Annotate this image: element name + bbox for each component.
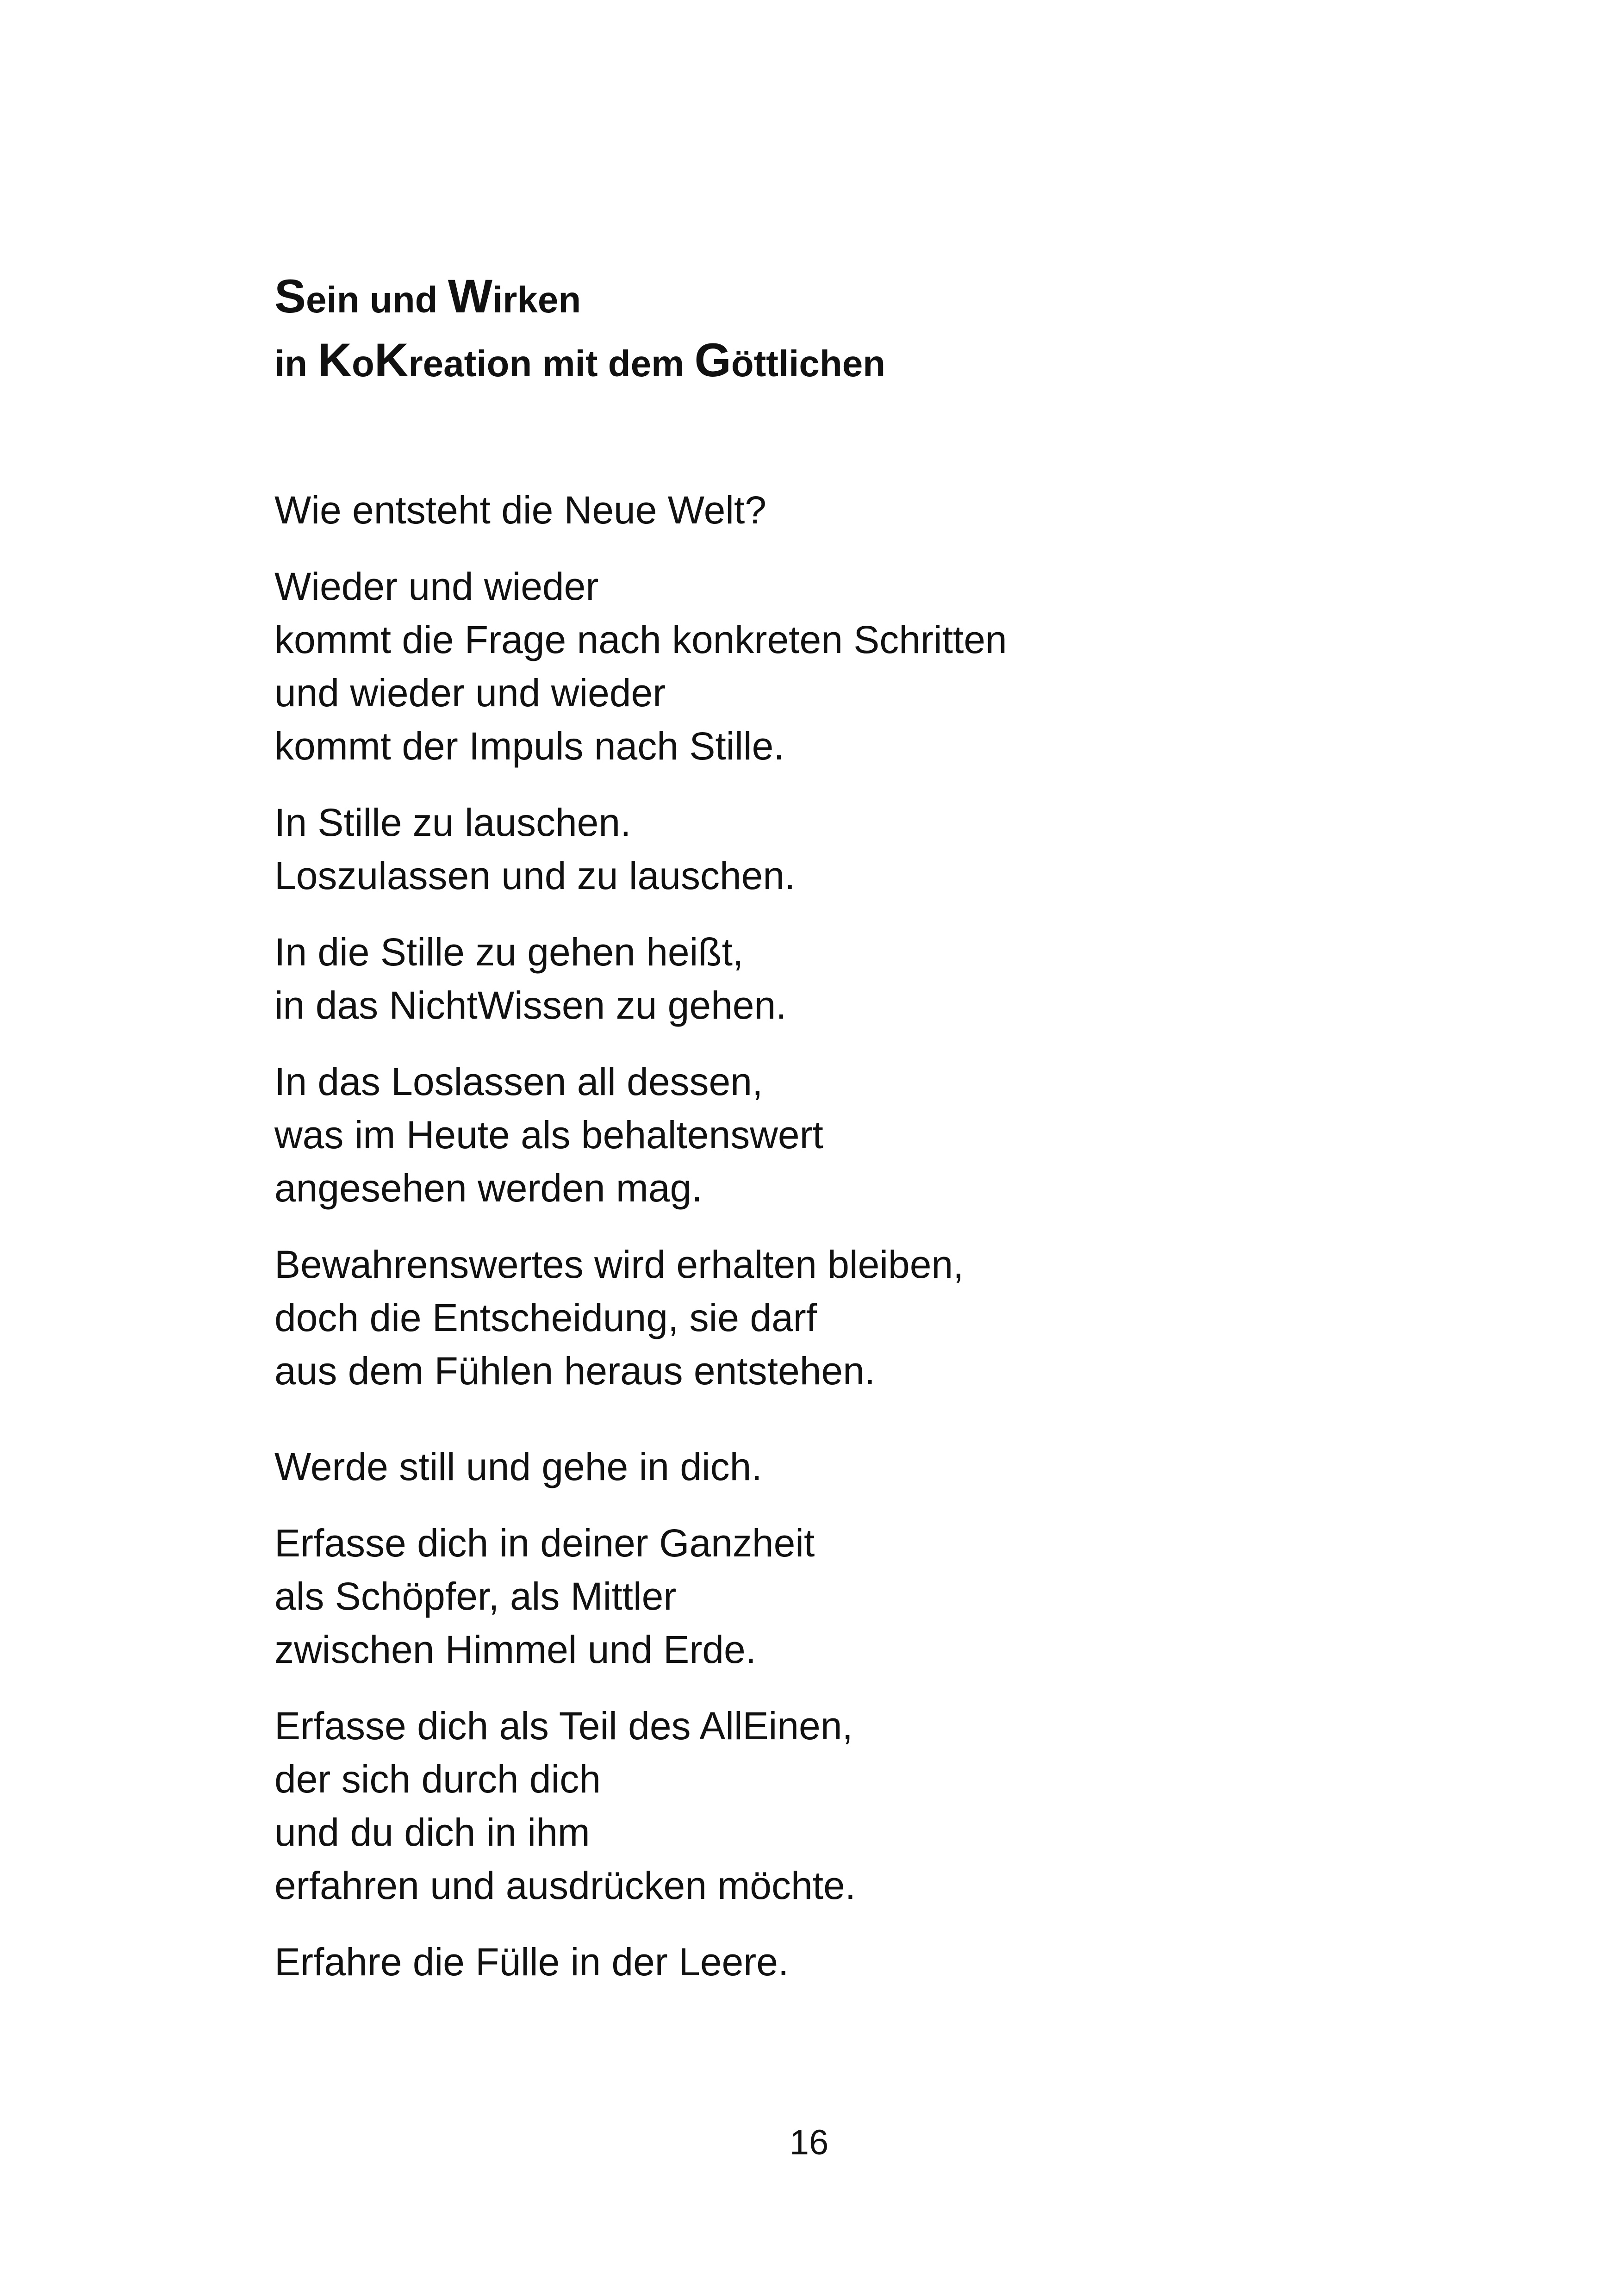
- poem-line: als Schöpfer, als Mittler: [274, 1574, 677, 1618]
- poem-line: und du dich in ihm: [274, 1811, 590, 1854]
- poem-line: und wieder und wieder: [274, 671, 666, 715]
- poem-line: der sich durch dich: [274, 1757, 601, 1801]
- title-line-2: [274, 330, 1478, 394]
- poem-line: Werde still und gehe in dich.: [274, 1445, 762, 1488]
- poem-line: doch die Entscheidung, sie darf: [274, 1296, 817, 1339]
- poem-line: Wie entsteht die Neue Welt?: [274, 488, 767, 532]
- poem-line: Wieder und wieder: [274, 565, 599, 608]
- title-initial: K: [374, 334, 409, 386]
- poem-line: kommt der Impuls nach Stille.: [274, 724, 784, 768]
- poem-line: In das Loslassen all dessen,: [274, 1060, 763, 1103]
- poem-line: Erfahre die Fülle in der Leere.: [274, 1940, 789, 1984]
- page-number: 16: [789, 2123, 829, 2162]
- poem-line: In die Stille zu gehen heißt,: [274, 930, 744, 974]
- stanza: [274, 1055, 1524, 1215]
- stanza: [274, 926, 1524, 1032]
- title-initial: S: [274, 270, 306, 323]
- stanza: [274, 560, 1524, 773]
- poem-line: Bewahrenswertes wird erhalten bleiben,: [274, 1243, 964, 1286]
- poem-title: [274, 266, 1478, 394]
- title-text: o: [352, 343, 374, 384]
- stanza: [274, 1440, 1524, 1493]
- poem-line: in das NichtWissen zu gehen.: [274, 983, 787, 1027]
- title-text: irken: [492, 279, 581, 320]
- poem-line: Loszulassen und zu lauschen.: [274, 854, 796, 897]
- poem-line: kommt die Frage nach konkreten Schritten: [274, 618, 1007, 661]
- poem-body: [274, 484, 1524, 1989]
- title-text: öttlichen: [731, 343, 886, 384]
- title-initial: G: [694, 334, 731, 386]
- poem-line: was im Heute als behaltenswert: [274, 1113, 823, 1157]
- title-text: ein und: [306, 279, 448, 320]
- title-text: reation mit dem: [408, 343, 695, 384]
- title-initial: K: [317, 334, 352, 386]
- title-text: in: [274, 343, 318, 384]
- poem-line: aus dem Fühlen heraus entstehen.: [274, 1349, 876, 1393]
- stanza: [274, 1699, 1524, 1912]
- stanza: [274, 1238, 1524, 1398]
- poem-line: In Stille zu lauschen.: [274, 801, 631, 844]
- title-initial: W: [448, 270, 492, 323]
- stanza: [274, 1517, 1524, 1676]
- poem-line: Erfasse dich in deiner Ganzheit: [274, 1521, 815, 1565]
- stanza: [274, 1935, 1524, 1989]
- poem-line: erfahren und ausdrücken möchte.: [274, 1864, 856, 1907]
- poem-line: angesehen werden mag.: [274, 1166, 703, 1210]
- poem-line: Erfasse dich als Teil des AllEinen,: [274, 1704, 853, 1748]
- stanza: [274, 484, 1524, 537]
- poem-line: zwischen Himmel und Erde.: [274, 1628, 757, 1671]
- title-line-1: [274, 266, 1478, 330]
- stanza: [274, 796, 1524, 902]
